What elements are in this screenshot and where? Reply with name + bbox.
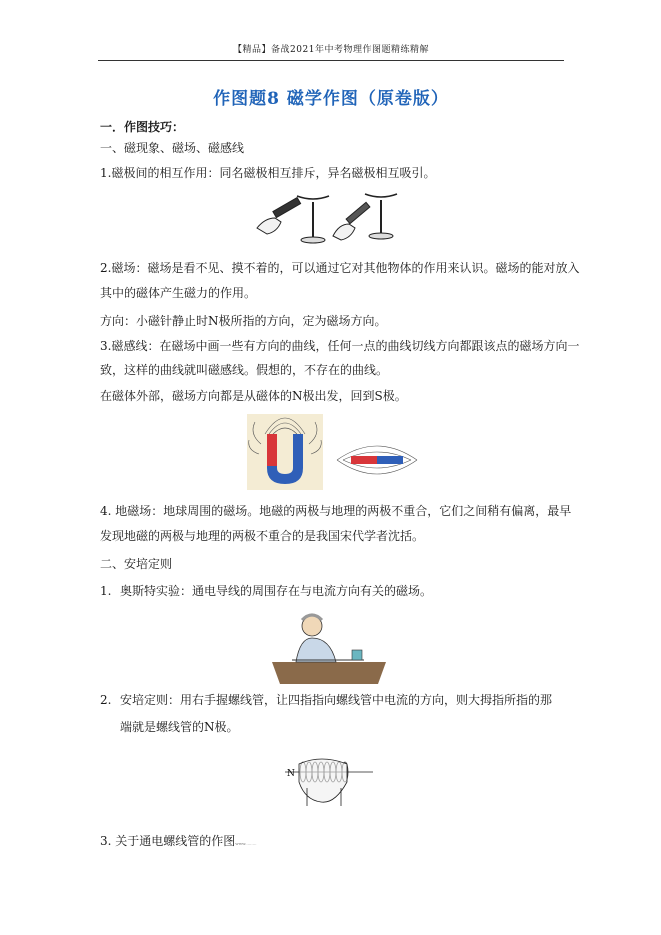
right-hand bbox=[333, 224, 355, 240]
item2-line2: 其中的磁体产生磁力的作用。 bbox=[100, 286, 257, 300]
s2-item3-tail: www......... bbox=[235, 841, 257, 846]
s2-item2-line2: 端就是螺线管的N极。 bbox=[120, 720, 239, 734]
outside-text: 在磁体外部，磁场方向都是从磁体的N极出发，回到S极。 bbox=[100, 389, 407, 403]
item1-text: 1.磁极间的相互作用：同名磁极相互排斥，异名磁极相互吸引。 bbox=[100, 166, 436, 180]
left-stand-base bbox=[301, 237, 325, 243]
left-hand bbox=[257, 218, 281, 234]
page-header: 【精品】备战2021年中考物理作图题精练精解 bbox=[233, 45, 429, 55]
hand bbox=[299, 759, 347, 802]
s2-item3 bbox=[100, 833, 257, 852]
s2-item1-text: 奥斯特实验：通电导线的周围存在与电流方向有关的磁场。 bbox=[120, 584, 433, 598]
s2-item2-line1: 安培定则：用右手握螺线管，让四指指向螺线管中电流的方向，则大拇指所指的那 bbox=[120, 693, 553, 707]
page-title: 作图题8 磁学作图（原卷版） bbox=[213, 89, 449, 109]
right-needle bbox=[365, 194, 397, 197]
item3-line2: 致，这样的曲线就叫磁感线。假想的，不存在的曲线。 bbox=[100, 363, 389, 377]
item4-line2: 发现地磁的两极与地理的两极不重合的是我国宋代学者沈括。 bbox=[100, 529, 425, 543]
solenoid-n-label: N bbox=[287, 769, 295, 779]
battery bbox=[352, 650, 362, 660]
right-stand-base bbox=[369, 233, 393, 239]
header-rule bbox=[98, 60, 564, 61]
s2-item1-num: 1. bbox=[100, 584, 112, 598]
section2-heading: 二、安培定则 bbox=[100, 557, 173, 571]
item3-line1: 3.磁感线：在磁场中画一些有方向的曲线，任何一点的曲线切线方向都跟该点的磁场方向一 bbox=[100, 339, 580, 353]
section1-sub: 一、磁现象、磁场、磁感线 bbox=[100, 141, 245, 155]
s2-item3-text: 3. 关于通电螺线管的作图 bbox=[100, 834, 236, 848]
bar-magnet bbox=[351, 456, 403, 464]
magnetic-field-figure bbox=[247, 414, 419, 490]
section1-heading: 一．作图技巧： bbox=[100, 120, 185, 134]
item2-line1: 2.磁场：磁场是看不见、摸不着的，可以通过它对其他物体的作用来认识。磁场的能对放入 bbox=[100, 261, 580, 275]
right-hand-rule-figure bbox=[285, 748, 375, 808]
oersted-experiment-figure bbox=[272, 604, 386, 686]
item4-line1: 4. 地磁场：地球周围的磁场。地磁的两极与地理的两极不重合，它们之间稍有偏离，最早 bbox=[100, 504, 572, 518]
table bbox=[272, 662, 386, 684]
left-needle bbox=[297, 196, 329, 199]
magnet-interaction-figure bbox=[255, 188, 405, 246]
s2-item2-num: 2. bbox=[100, 693, 112, 707]
direction-text: 方向：小磁针静止时N极所指的方向，定为磁场方向。 bbox=[100, 314, 387, 328]
